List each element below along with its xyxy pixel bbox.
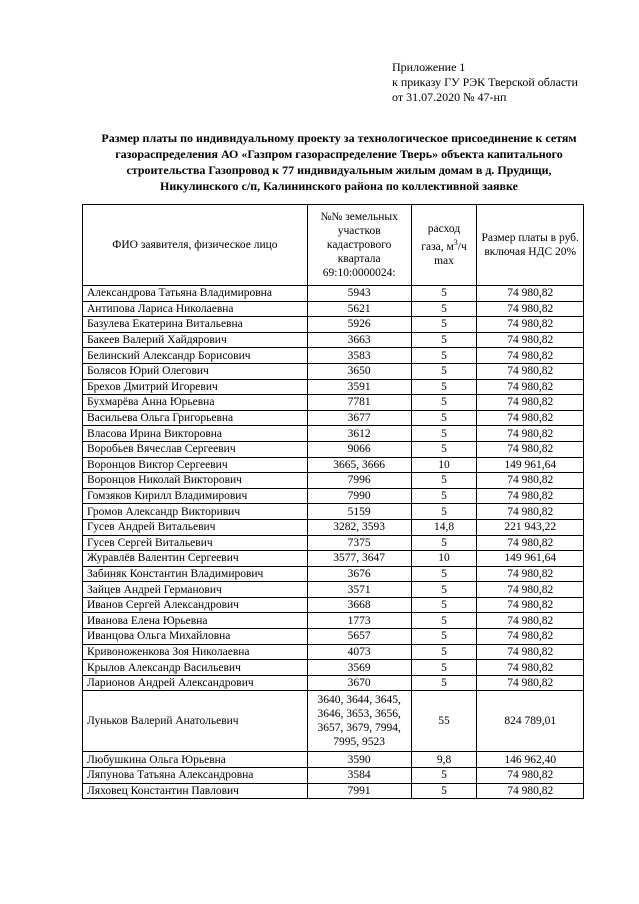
table-row [83,783,584,799]
cell-fee: 74 980,82 [477,644,584,660]
appendix-header [392,60,578,105]
table-row [83,473,584,489]
cell-rate: 5 [411,613,477,629]
table-row [83,332,584,348]
cell-plots: 3577, 3647 [307,551,411,567]
cell-fee: 74 980,82 [477,783,584,799]
cell-rate: 5 [411,301,477,317]
cell-fee: 74 980,82 [477,473,584,489]
cell-fee: 74 980,82 [477,566,584,582]
table-header-row [83,205,584,286]
header-rate-sup: 3 [453,238,458,248]
table-row [83,566,584,582]
cell-name: Воронцов Виктор Сергеевич [83,457,308,473]
header-rate [411,205,477,286]
cell-name: Гусев Андрей Витальевич [83,519,308,535]
cell-rate: 5 [411,332,477,348]
cell-plots: 5926 [307,317,411,333]
cell-rate: 5 [411,597,477,613]
cell-rate: 5 [411,488,477,504]
cell-rate: 5 [411,395,477,411]
cell-fee: 74 980,82 [477,441,584,457]
cell-rate: 5 [411,783,477,799]
cell-plots: 7375 [307,535,411,551]
table-row [83,426,584,442]
cell-name: Крылов Александр Васильевич [83,660,308,676]
cell-name: Журавлёв Валентин Сергеевич [83,551,308,567]
cell-fee: 74 980,82 [477,426,584,442]
cell-rate: 5 [411,286,477,302]
table-row [83,441,584,457]
cell-rate: 5 [411,582,477,598]
cell-fee: 74 980,82 [477,395,584,411]
cell-name: Ляховец Константин Павлович [83,783,308,799]
cell-plots: 5621 [307,301,411,317]
cell-plots: 5657 [307,629,411,645]
cell-rate: 55 [411,691,477,752]
cell-rate: 5 [411,644,477,660]
cell-fee: 74 980,82 [477,286,584,302]
document-title: Размер платы по индивидуальному проекту за технологическое присоединение к сетям газораспределения АО «Газпром газораспределение Тверь» объекта капитального строительства Газопровод к 77 индивидуальным жилым домам в д. Прудищи, Никулинского с/п, Калининского района по коллективной заявке [101,131,577,193]
table-row [83,551,584,567]
cell-name: Болясов Юрий Олегович [83,363,308,379]
cell-rate: 10 [411,551,477,567]
cell-plots: 3650 [307,363,411,379]
header-plots: №№ земельных участков кадастрового квартала 69:10:0000024: [307,205,411,286]
cell-rate: 5 [411,660,477,676]
cell-rate: 5 [411,363,477,379]
cell-fee: 74 980,82 [477,613,584,629]
table-row [83,535,584,551]
cell-name: Бухмарёва Анна Юрьевна [83,395,308,411]
cell-name: Любушкина Ольга Юрьевна [83,752,308,768]
table-row [83,675,584,691]
cell-fee: 74 980,82 [477,675,584,691]
cell-rate: 5 [411,348,477,364]
cell-name: Брехов Дмитрий Игоревич [83,379,308,395]
table-row [83,629,584,645]
cell-rate: 5 [411,426,477,442]
cell-name: Бакеев Валерий Хайдярович [83,332,308,348]
cell-fee: 146 962,40 [477,752,584,768]
cell-fee: 74 980,82 [477,379,584,395]
table-row [83,348,584,364]
cell-rate: 5 [411,317,477,333]
cell-fee: 149 961,64 [477,551,584,567]
cell-name: Луньков Валерий Анатольевич [83,691,308,752]
cell-plots: 3282, 3593 [307,519,411,535]
appendix-line-1: Приложение 1 [392,60,466,74]
table-row [83,301,584,317]
cell-plots: 3571 [307,582,411,598]
table-row [83,519,584,535]
table-row [83,768,584,784]
cell-name: Базулева Екатерина Витальевна [83,317,308,333]
cell-plots: 3640, 3644, 3645, 3646, 3653, 3656, 3657, 3679, 7994, 7995, 9523 [307,691,411,752]
cell-fee: 74 980,82 [477,332,584,348]
cell-fee: 74 980,82 [477,410,584,426]
cell-rate: 5 [411,675,477,691]
header-fee: Размер платы в руб. включая НДС 20% [477,205,584,286]
cell-rate: 5 [411,410,477,426]
cell-name: Васильева Ольга Григорьевна [83,410,308,426]
cell-plots: 1773 [307,613,411,629]
appendix-line-2: к приказу ГУ РЭК Тверской области [392,75,578,89]
cell-fee: 74 980,82 [477,660,584,676]
table-row [83,395,584,411]
cell-fee: 74 980,82 [477,629,584,645]
cell-name: Антипова Лариса Николаевна [83,301,308,317]
cell-name: Громов Александр Викторивич [83,504,308,520]
cell-fee: 824 789,01 [477,691,584,752]
table-row [83,644,584,660]
cell-plots: 3583 [307,348,411,364]
header-name: ФИО заявителя, физическое лицо [83,205,308,286]
table-row [83,317,584,333]
cell-plots: 3665, 3666 [307,457,411,473]
table-row [83,613,584,629]
cell-plots: 3590 [307,752,411,768]
cell-plots: 3591 [307,379,411,395]
table-row [83,286,584,302]
cell-fee: 74 980,82 [477,301,584,317]
cell-fee: 74 980,82 [477,768,584,784]
cell-fee: 74 980,82 [477,582,584,598]
cell-fee: 74 980,82 [477,504,584,520]
cell-fee: 74 980,82 [477,363,584,379]
cell-rate: 5 [411,504,477,520]
table-row [83,597,584,613]
table-row [83,504,584,520]
cell-plots: 3584 [307,768,411,784]
cell-rate: 5 [411,768,477,784]
cell-plots: 9066 [307,441,411,457]
cell-rate: 10 [411,457,477,473]
table-row [83,582,584,598]
table-row [83,691,584,752]
cell-name: Гомзяков Кирилл Владимирович [83,488,308,504]
cell-rate: 5 [411,379,477,395]
table-row [83,488,584,504]
cell-rate: 5 [411,473,477,489]
cell-fee: 74 980,82 [477,488,584,504]
cell-name: Кривоноженкова Зоя Николаевна [83,644,308,660]
cell-plots: 3663 [307,332,411,348]
cell-name: Ляпунова Татьяна Александровна [83,768,308,784]
cell-plots: 4073 [307,644,411,660]
cell-plots: 5159 [307,504,411,520]
table-row [83,363,584,379]
table-row [83,379,584,395]
fee-table [82,204,584,799]
cell-plots: 3569 [307,660,411,676]
cell-name: Белинский Александр Борисович [83,348,308,364]
cell-name: Иванцова Ольга Михайловна [83,629,308,645]
header-rate-unit: /ч max [434,240,467,267]
appendix-line-3: от 31.07.2020 № 47-нп [392,90,507,104]
cell-plots: 3670 [307,675,411,691]
cell-fee: 74 980,82 [477,348,584,364]
cell-plots: 5943 [307,286,411,302]
cell-plots: 7991 [307,783,411,799]
cell-name: Гусев Сергей Витальевич [83,535,308,551]
cell-fee: 74 980,82 [477,597,584,613]
cell-fee: 149 961,64 [477,457,584,473]
cell-plots: 3676 [307,566,411,582]
cell-name: Иванов Сергей Александрович [83,597,308,613]
cell-name: Иванова Елена Юрьевна [83,613,308,629]
table-row [83,410,584,426]
cell-name: Власова Ирина Викторовна [83,426,308,442]
cell-fee: 74 980,82 [477,317,584,333]
header-rate-text: расход газа, м [421,223,461,253]
cell-rate: 5 [411,629,477,645]
cell-name: Ларионов Андрей Александрович [83,675,308,691]
cell-rate: 9,8 [411,752,477,768]
cell-name: Зайцев Андрей Германович [83,582,308,598]
cell-plots: 3612 [307,426,411,442]
cell-name: Воробьев Вячеслав Сергеевич [83,441,308,457]
cell-fee: 221 943,22 [477,519,584,535]
cell-plots: 7781 [307,395,411,411]
table-row [83,752,584,768]
cell-name: Александрова Татьяна Владимировна [83,286,308,302]
cell-name: Забиняк Константин Владимирович [83,566,308,582]
cell-plots: 3677 [307,410,411,426]
cell-rate: 5 [411,566,477,582]
cell-rate: 5 [411,535,477,551]
cell-rate: 5 [411,441,477,457]
cell-rate: 14,8 [411,519,477,535]
cell-plots: 7990 [307,488,411,504]
cell-fee: 74 980,82 [477,535,584,551]
table-row [83,660,584,676]
cell-name: Воронцов Николай Викторович [83,473,308,489]
cell-plots: 7996 [307,473,411,489]
cell-plots: 3668 [307,597,411,613]
table-row [83,457,584,473]
